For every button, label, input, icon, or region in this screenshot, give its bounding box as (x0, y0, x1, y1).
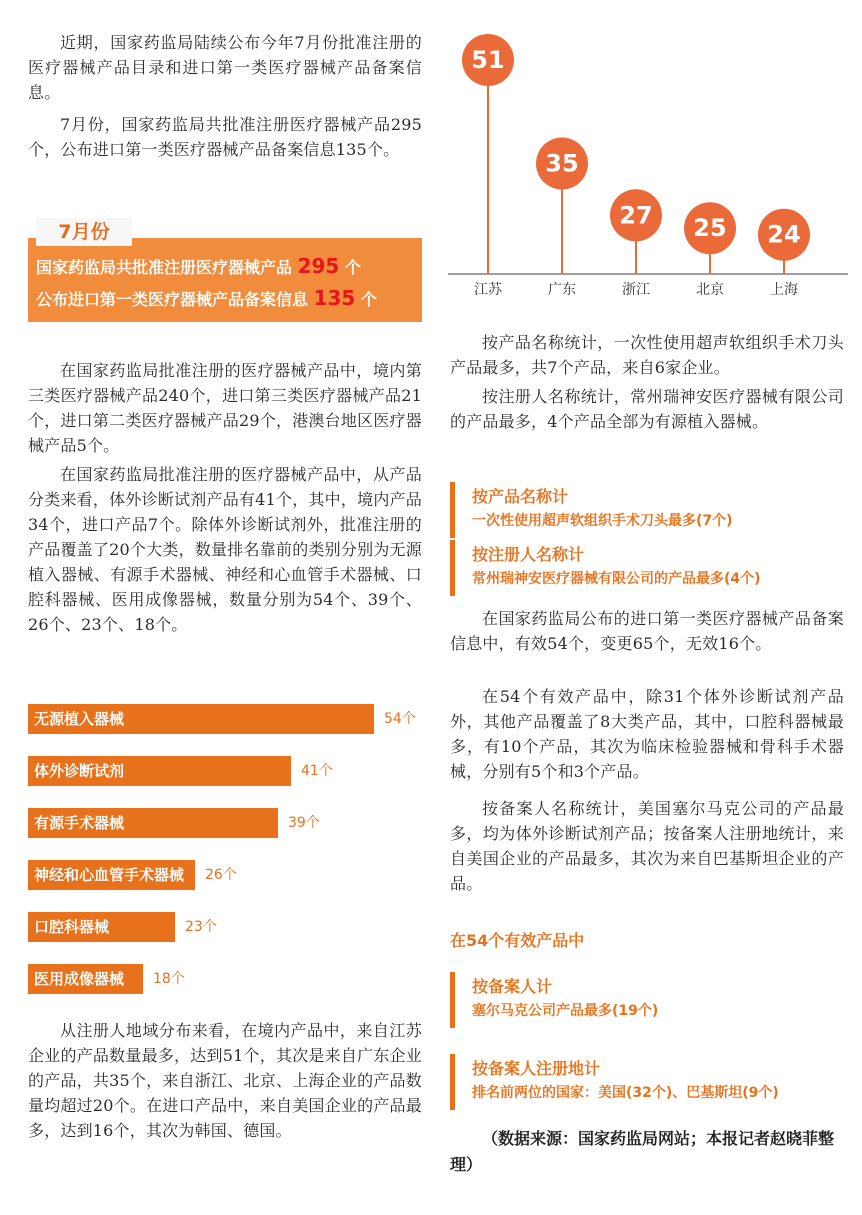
valid-products-subhead: 在54个有效产品中 (450, 931, 585, 950)
highlight-marker (450, 1054, 455, 1110)
lollipop-category-label: 北京 (696, 282, 724, 298)
province-lollipop-chart (448, 24, 848, 304)
bar-category-label: 无源植入器械 (34, 710, 125, 728)
banner-line-1-number: 295 (297, 254, 340, 278)
bar-value-label: 39个 (288, 815, 320, 831)
highlight-title: 按注册人名称计 (472, 545, 585, 564)
bar-4 (28, 912, 175, 942)
intro-paragraph: 近期，国家药监局陆续公布今年7月份批准注册的医疗器械产品目录和进口第一类医疗器械产品备案信息。 (28, 33, 422, 102)
lollipop-category-label: 广东 (548, 282, 576, 298)
valid-products-paragraph: 在54个有效产品中，除31个体外诊断试剂产品外，其他产品覆盖了8大类产品，其中，口腔科器械最多，有10个产品，其次为临床检验器械和骨科手术器械，分别有5个和3个产品。 (450, 687, 844, 781)
lollipop-value-label: 27 (619, 201, 653, 230)
bar-value-label: 41个 (301, 763, 333, 779)
lollipop-category-label: 上海 (770, 282, 798, 298)
bar-category-label: 体外诊断试剂 (34, 762, 125, 780)
bar-category-label: 有源手术器械 (34, 814, 125, 832)
bar-5 (28, 964, 143, 994)
category-paragraph: 在国家药监局批准注册的医疗器械产品中，从产品分类来看，体外诊断试剂产品有41个，其中，境内产品34个，进口产品7个。除体外诊断试剂外，批准注册的产品覆盖了20个大类，数量排名靠前的类别分别为无源植入器械、有源手术器械、神经和心血管手术器械、口腔科器械、医用成像器械，数量分别为54个、39个、26个、23个、18个。 (28, 465, 422, 634)
region-paragraph: 从注册人地域分布来看，在境内产品中，来自江苏企业的产品数量最多，达到51个，其次是来自广东企业的产品，共35个，来自浙江、北京、上海企业的产品数量均超过20个。在进口产品中，来自美国企业的产品最多，达到16个，其次为韩国、德国。 (28, 1021, 422, 1140)
bar-3 (28, 860, 195, 890)
lollipop-category-label: 浙江 (622, 282, 650, 298)
bar-1 (28, 756, 291, 786)
data-source-note: （数据来源：国家药监局网站；本报记者赵晓菲整理） (450, 1129, 835, 1174)
product-name-paragraph: 按产品名称统计，一次性使用超声软组织手术刀头产品最多，共7个产品，来自6家企业。 (450, 333, 844, 377)
highlight-title: 按产品名称计 (472, 487, 569, 506)
filer-paragraph: 按备案人名称统计，美国塞尔马克公司的产品最多，均为体外诊断试剂产品；按备案人注册地统计，来自美国企业的产品最多，其次为来自巴基斯坦企业的产品。 (450, 799, 844, 893)
highlight-marker (450, 972, 455, 1028)
highlight-title: 按备案人注册地计 (472, 1059, 601, 1078)
bar-0 (28, 704, 374, 734)
bar-category-label: 医用成像器械 (34, 970, 125, 988)
lollipop-value-label: 25 (693, 214, 727, 243)
banner-box (28, 238, 422, 322)
highlight-marker (450, 540, 455, 596)
import-filing-paragraph: 在国家药监局公布的进口第一类医疗器械产品备案信息中，有效54个，变更65个，无效16个。 (450, 609, 844, 653)
banner-line-1-unit: 个 (344, 258, 361, 277)
bar-2 (28, 808, 278, 838)
banner-line-1-text: 国家药监局共批准注册医疗器械产品 (36, 258, 293, 277)
highlight-description: 常州瑞神安医疗器械有限公司的产品最多(4个) (472, 571, 761, 587)
registrant-paragraph: 按注册人名称统计，常州瑞神安医疗器械有限公司的产品最多，4个产品全部为有源植入器械。 (450, 387, 844, 431)
bar-category-label: 口腔科器械 (34, 918, 110, 936)
banner-line-2-text: 公布进口第一类医疗器械产品备案信息 (36, 290, 309, 309)
highlight-description: 一次性使用超声软组织手术刀头最多(7个) (472, 513, 733, 529)
july-summary-paragraph: 7月份，国家药监局共批准注册医疗器械产品295个，公布进口第一类医疗器械产品备案信息135个。 (28, 115, 422, 159)
bar-value-label: 18个 (153, 971, 185, 987)
bar-value-label: 54个 (384, 711, 416, 727)
banner-month-tag: 7月份 (36, 218, 132, 246)
bar-value-label: 26个 (205, 867, 237, 883)
banner-line-1 (36, 254, 361, 278)
highlight-marker (450, 482, 455, 538)
banner-line-2-number: 135 (313, 286, 356, 310)
highlight-title: 按备案人计 (472, 977, 553, 996)
registration-breakdown-paragraph: 在国家药监局批准注册的医疗器械产品中，境内第三类医疗器械产品240个，进口第三类医疗器械产品21个，进口第二类医疗器械产品29个，港澳台地区医疗器械产品5个。 (28, 361, 422, 455)
lollipop-value-label: 51 (471, 46, 505, 74)
bar-value-label: 23个 (185, 919, 217, 935)
highlight-description: 塞尔马克公司产品最多(19个) (472, 1003, 659, 1019)
lollipop-category-label: 江苏 (474, 282, 502, 298)
highlight-description: 排名前两位的国家：美国(32个)、巴基斯坦(9个) (472, 1085, 779, 1101)
lollipop-value-label: 24 (767, 220, 801, 249)
bar-category-label: 神经和心血管手术器械 (34, 866, 185, 884)
banner-line-2 (36, 286, 377, 310)
lollipop-value-label: 35 (545, 149, 579, 178)
banner-line-2-unit: 个 (360, 290, 377, 309)
